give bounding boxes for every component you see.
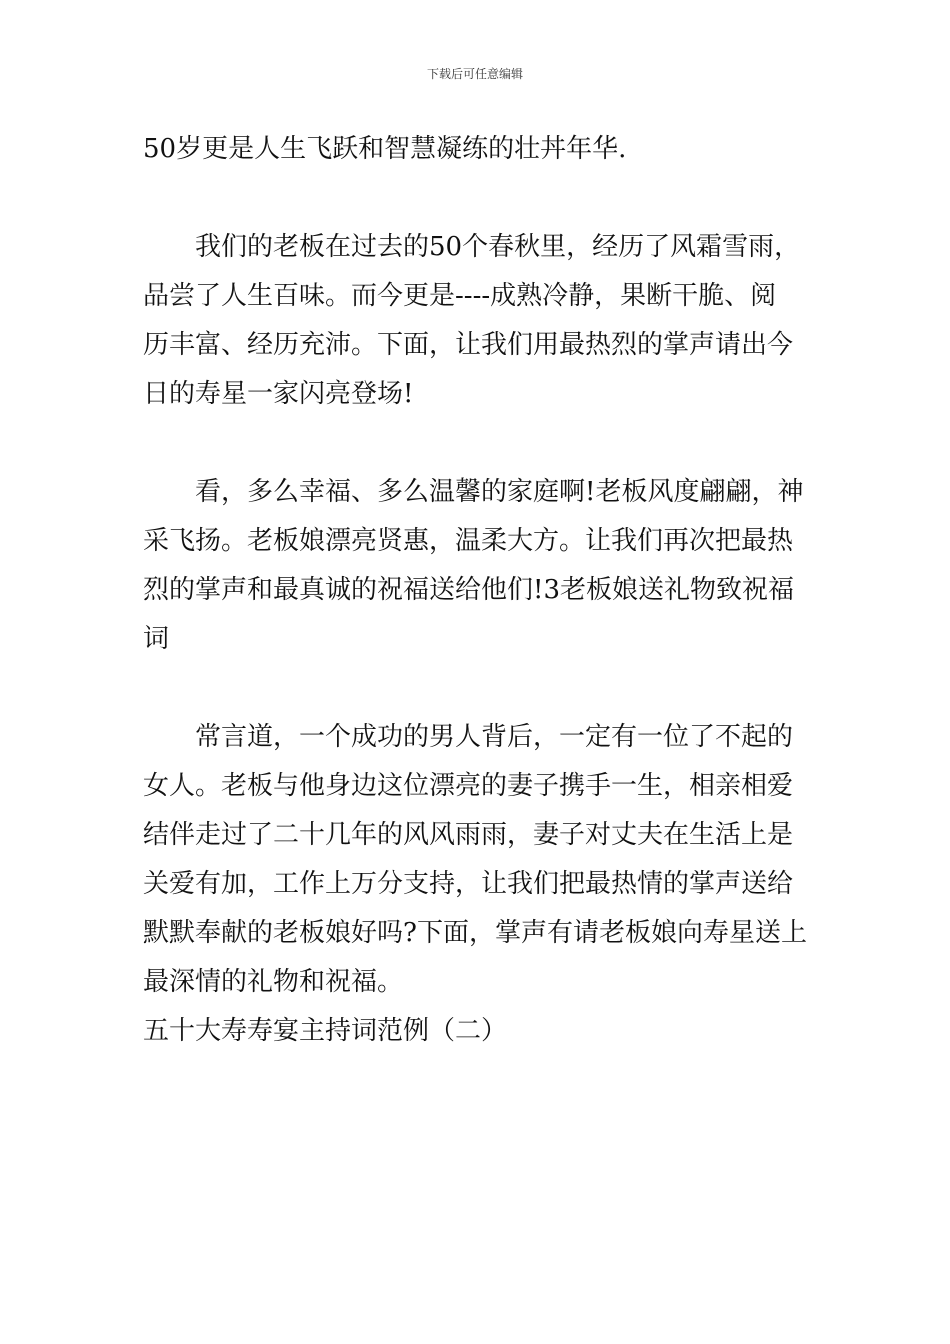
paragraph-line: 50岁更是人生飞跃和智慧凝练的壮丼年华.	[143, 134, 627, 164]
document-body	[143, 130, 807, 1061]
paragraph-line: 我们的老板在过去的50个春秋里，经历了风霜雪雨，	[195, 232, 801, 262]
paragraph-line: 关爱有加，工作上万分支持，让我们把最热情的掌声送给	[143, 869, 794, 899]
paragraph	[143, 228, 807, 424]
paragraph-line: 词	[143, 624, 170, 654]
paragraph-line: 烈的掌声和最真诚的祝福送给他们!3老板娘送礼物致祝福	[143, 575, 794, 605]
paragraph-line: 默默奉献的老板娘好吗?下面，掌声有请老板娘向寿星送上	[143, 918, 807, 948]
paragraph-line: 历丰富、经历充沛。下面，让我们用最热烈的掌声请出今	[143, 330, 794, 360]
paragraph-line: 看，多么幸福、多么温馨的家庭啊!老板风度翩翩，神	[195, 477, 804, 507]
paragraph-line: 日的寿星一家闪亮登场!	[143, 379, 414, 409]
page-header-note: 下载后可任意编辑	[426, 67, 523, 81]
paragraph	[143, 473, 807, 669]
paragraph-gap	[143, 669, 807, 718]
paragraph-line: 品尝了人生百味。而今更是----成熟冷静，果断干脆、阅	[143, 281, 777, 311]
paragraph	[143, 718, 807, 1012]
section-title: 五十大寿寿宴主持词范例（二）	[143, 1016, 508, 1046]
paragraph-line: 女人。老板与他身边这位漂亮的妻子携手一生，相亲相爱	[143, 771, 794, 801]
paragraph-line: 最深情的礼物和祝福。	[143, 967, 404, 997]
paragraph-gap	[143, 424, 807, 473]
paragraph-line: 结伴走过了二十几年的风风雨雨，妻子对丈夫在生活上是	[143, 820, 794, 850]
paragraph-gap	[143, 179, 807, 228]
paragraph-line: 采飞扬。老板娘漂亮贤惠，温柔大方。让我们再次把最热	[143, 526, 794, 556]
paragraph-line: 常言道，一个成功的男人背后，一定有一位了不起的	[195, 722, 794, 752]
